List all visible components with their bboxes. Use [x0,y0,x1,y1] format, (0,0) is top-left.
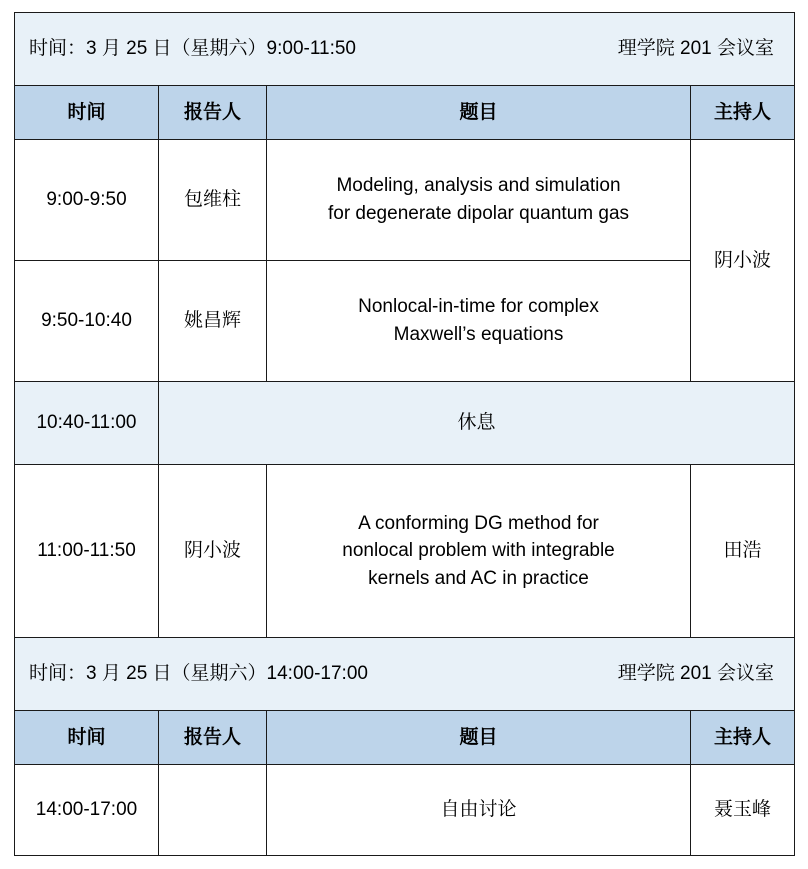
title-line: kernels and AC in practice [368,567,589,589]
cell-time: 9:50-10:40 [15,261,159,382]
session-header-afternoon [15,638,795,711]
table-row-break [15,382,795,465]
title-line: A conforming DG method for [358,512,599,534]
session-room-label: 理学院 201 会议室 [617,663,774,685]
cell-time: 11:00-11:50 [15,465,159,638]
title-line: Modeling, analysis and simulation [336,175,621,197]
column-header-speaker: 报告人 [159,86,267,140]
cell-chair: 阴小波 [691,140,795,382]
session-time-label: 时间：3 月 25 日（星期六）14:00-17:00 [29,663,368,685]
cell-time: 10:40-11:00 [15,382,159,465]
table-row [15,261,795,382]
column-header-chair: 主持人 [691,711,795,765]
table-row [15,465,795,638]
session-room-label: 理学院 201 会议室 [617,38,774,60]
title-line: Maxwell’s equations [393,324,564,345]
column-header-time: 时间 [15,711,159,765]
title-line: Nonlocal-in-time for complex [358,296,599,318]
cell-speaker [159,765,267,856]
column-header-chair: 主持人 [691,86,795,140]
table-header-row-afternoon [15,711,795,765]
table-row [15,140,795,261]
column-header-time: 时间 [15,86,159,140]
cell-time: 9:00-9:50 [15,140,159,261]
schedule-table [14,12,795,856]
cell-speaker: 包维柱 [159,140,267,261]
session-bar-row [15,638,795,711]
table-row [15,765,795,856]
cell-chair: 田浩 [691,465,795,638]
cell-title [267,465,691,638]
cell-title [267,765,691,856]
cell-title [267,261,691,382]
cell-title [267,140,691,261]
title-line: nonlocal problem with integrable [342,540,615,562]
column-header-title: 题目 [267,711,691,765]
title-line: for degenerate dipolar quantum gas [327,203,630,224]
cell-speaker: 姚昌辉 [159,261,267,382]
cell-chair: 聂玉峰 [691,765,795,856]
cell-time: 14:00-17:00 [15,765,159,856]
session-header-morning [15,13,795,86]
session-bar-row [15,13,795,86]
cell-break-label: 休息 [159,382,795,465]
column-header-speaker: 报告人 [159,711,267,765]
cell-speaker: 阴小波 [159,465,267,638]
session-time-label: 时间：3 月 25 日（星期六）9:00-11:50 [29,38,356,60]
title-line: 自由讨论 [440,799,517,821]
table-header-row-morning [15,86,795,140]
column-header-title: 题目 [267,86,691,140]
